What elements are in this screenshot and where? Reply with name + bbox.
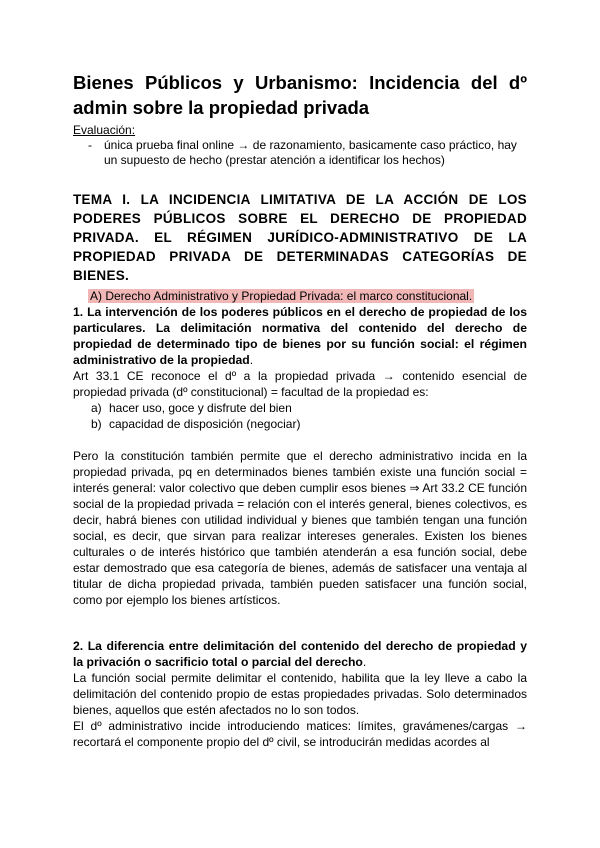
list-item: a) hacer uso, goce y disfrute del bien xyxy=(91,401,292,415)
faculties-list xyxy=(91,400,527,432)
evaluation-item: - única prueba final online → de razonamiento, basicamente caso práctico, hay un supuesto de hecho (prestar atención a identificar los hechos) xyxy=(88,138,517,167)
paragraph-4: El dº administrativo incide introduciendo matices: límites, gravámenes/cargas → recortará el componente propio del dº civil, se introducirán medidas acordes al xyxy=(73,719,527,749)
paragraph-3: La función social permite delimitar el contenido, habilita que la ley lleve a cabo la delimitación del contenido propio de estas propiedades privadas. Solo determinados bienes, aquellos que estén afectados no lo son todos. xyxy=(73,671,527,717)
heading-2: 2. La diferencia entre delimitación del contenido del derecho de propiedad y la privación o sacrificio total o parcial del derecho. xyxy=(73,639,527,669)
evaluation-label: Evaluación: xyxy=(73,123,136,137)
tema-heading: TEMA I. LA INCIDENCIA LIMITATIVA DE LA ACCIÓN DE LOS PODERES PÚBLICOS SOBRE EL DERECHO DE PROPIEDAD PRIVADA. EL RÉGIMEN JURÍDICO-ADMINISTRATIVO DE LA PROPIEDAD PRIVADA DE DETERMINADAS CATEGORÍAS DE BIENES. xyxy=(73,192,527,283)
paragraph-1: Art 33.1 CE reconoce el dº a la propiedad privada → contenido esencial de propiedad privada (dº constitucional) = facultad de la propiedad es: xyxy=(73,369,527,399)
evaluation-list xyxy=(73,138,527,168)
highlighted-section-title: A) Derecho Administrativo y Propiedad Privada: el marco constitucional. xyxy=(90,289,473,303)
paragraph-2: Pero la constitución también permite que el derecho administrativo incida en la propiedad privada, pq en determinados bienes también existe una función social = interés general: valor colectivo que deben cumplir esos bienes ⇒ Art 33.2 CE función social de la propiedad privada = relación con el interés general, bienes colectivos, es decir, habrá bienes con utilidad individual y bienes que también tengan una función social, es decir, que sirvan para realizar intereses generales. Existen los bienes culturales o de interés histórico que también atenderán a esa función social, debe estar demostrado que esa categoría de bienes, además de satisfacer una ventaja al titular de dicha propiedad privada, también pueden satisfacer una función social, como por ejemplo los bienes artísticos. xyxy=(73,449,527,607)
heading-1: 1. La intervención de los poderes públicos en el derecho de propiedad de los particulares. La delimitación normativa del contenido del derecho de propiedad de determinado tipo de bienes por su función social: el régimen administrativo de la propiedad. xyxy=(73,305,527,367)
document-title: Bienes Públicos y Urbanismo: Incidencia del dº admin sobre la propiedad privada xyxy=(73,72,527,118)
list-item: b) capacidad de disposición (negociar) xyxy=(91,417,301,431)
section-a-heading xyxy=(88,289,527,304)
